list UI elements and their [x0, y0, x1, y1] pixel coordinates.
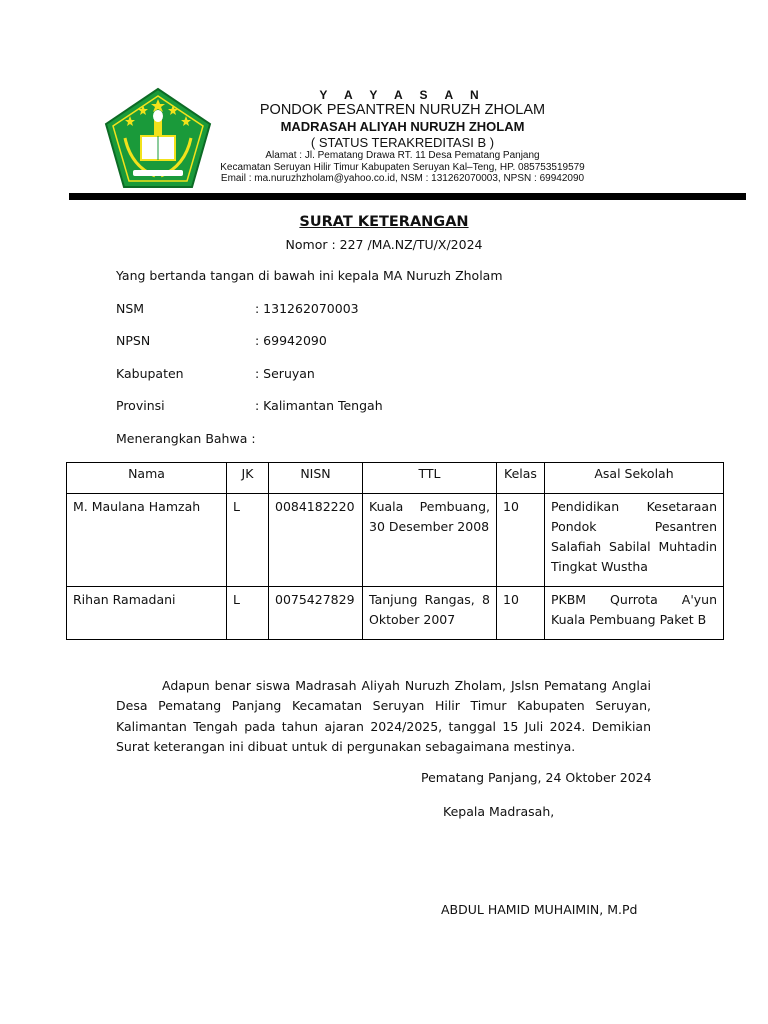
ttl-line: 30 Desember 2008 [369, 519, 490, 534]
asal-line: Salafiah Sabilal Muhtadin [551, 539, 717, 554]
field-value-provinsi: : Kalimantan Tengah [255, 398, 383, 413]
cell-asal-sekolah [545, 587, 724, 640]
col-header-ttl: TTL [363, 463, 497, 494]
asal-line: Tingkat Wustha [551, 559, 648, 574]
cell-nisn: 0075427829 [269, 587, 363, 640]
letter-number: Nomor : 227 /MA.NZ/TU/X/2024 [285, 237, 483, 252]
cell-ttl [363, 494, 497, 587]
address-line-1: Alamat : Jl. Pematang Drawa RT. 11 Desa Pematang Panjang [265, 150, 540, 161]
field-label-npsn: NPSN [116, 333, 151, 348]
field-value-nsm: : 131262070003 [255, 301, 359, 316]
col-header-asal-sekolah: Asal Sekolah [545, 463, 724, 494]
ttl-line: Tanjung Rangas, 8 [369, 592, 490, 607]
asal-line: PKBM Qurrota A'yun [551, 592, 717, 607]
letter-title: SURAT KETERANGAN [299, 214, 469, 230]
ttl-line: Kuala Pembuang, [369, 499, 490, 514]
field-label-kabupaten: Kabupaten [116, 366, 184, 381]
student-table [66, 462, 724, 640]
foundation-label: Y A Y A S A N [319, 88, 486, 102]
menerangkan-label: Menerangkan Bahwa : [116, 431, 256, 446]
signatory-name: ABDUL HAMID MUHAIMIN, M.Pd [441, 902, 638, 917]
table-header-row [67, 463, 724, 494]
pesantren-name: PONDOK PESANTREN NURUZH ZHOLAM [259, 102, 546, 118]
address-line-3: Email : ma.nuruzhzholam@yahoo.co.id, NSM : 131262070003, NPSN : 69942090 [220, 173, 585, 184]
field-value-kabupaten: : Seruyan [255, 366, 315, 381]
cell-nisn: 0084182220 [269, 494, 363, 587]
cell-nama: M. Maulana Hamzah [67, 494, 227, 587]
cell-asal-sekolah [545, 494, 724, 587]
place-date: Pematang Panjang, 24 Oktober 2024 [421, 770, 652, 785]
ttl-line: Oktober 2007 [369, 612, 456, 627]
cell-ttl [363, 587, 497, 640]
closing-paragraph: Adapun benar siswa Madrasah Aliyah Nuruzh Zholam, Jslsn Pematang Anglai Desa Pematang Panjang Kecamatan Seruyan Hilir Timur Kabupaten Seruyan, Kalimantan Tengah pada tahun ajaran 2024/2025, tanggal 15 Juli 2024. Demikian Surat keterangan ini dibuat untuk di pergunakan sebagaimana mestinya. [116, 678, 651, 754]
header-divider [69, 193, 746, 200]
field-label-nsm: NSM [116, 301, 145, 316]
col-header-jk: JK [227, 463, 269, 494]
madrasah-name: MADRASAH ALIYAH NURUZH ZHOLAM [280, 119, 525, 134]
field-label-provinsi: Provinsi [116, 398, 165, 413]
signatory-position: Kepala Madrasah, [443, 804, 555, 819]
cell-jk: L [227, 494, 269, 587]
school-logo-emblem [103, 86, 213, 190]
col-header-nama: Nama [67, 463, 227, 494]
cell-kelas: 10 [497, 494, 545, 587]
cell-jk: L [227, 587, 269, 640]
address-line-2: Kecamatan Seruyan Hilir Timur Kabupaten Seruyan Kal–Teng, HP. 085753519579 [220, 162, 585, 173]
asal-line: Pondok Pesantren [551, 519, 717, 534]
asal-line: Kuala Pembuang Paket B [551, 612, 707, 627]
table-row [67, 587, 724, 640]
cell-kelas: 10 [497, 587, 545, 640]
cell-nama: Rihan Ramadani [67, 587, 227, 640]
table-row [67, 494, 724, 587]
intro-text: Yang bertanda tangan di bawah ini kepala MA Nuruzh Zholam [116, 268, 503, 283]
asal-line: Pendidikan Kesetaraan [551, 499, 717, 514]
field-value-npsn: : 69942090 [255, 333, 327, 348]
col-header-nisn: NISN [269, 463, 363, 494]
col-header-kelas: Kelas [497, 463, 545, 494]
accreditation-status: ( STATUS TERAKREDITASI B ) [310, 135, 495, 150]
